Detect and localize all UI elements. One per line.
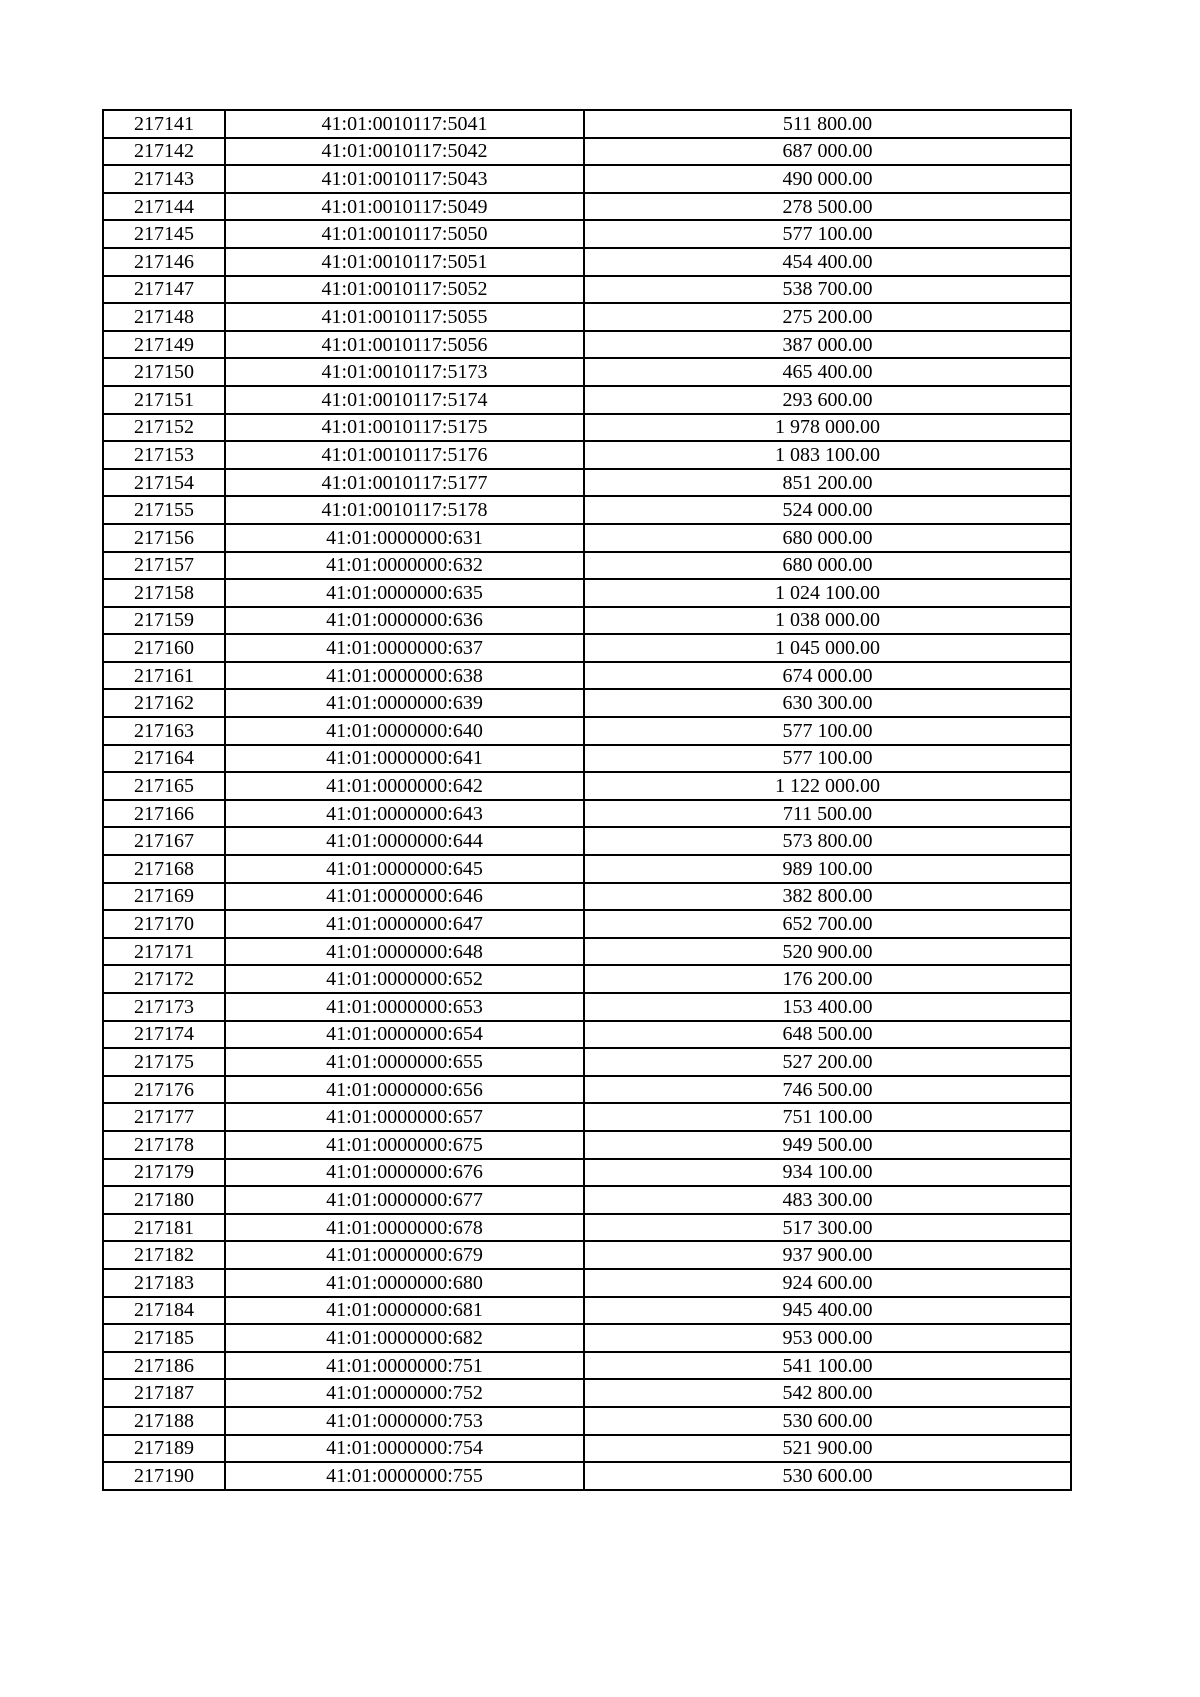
cadastral-number-cell: 41:01:0010117:5174 <box>225 386 584 414</box>
cadastral-value-cell: 293 600.00 <box>584 386 1071 414</box>
row-id-cell: 217169 <box>103 883 225 911</box>
cadastral-number-cell: 41:01:0000000:646 <box>225 883 584 911</box>
cadastral-number-cell: 41:01:0000000:676 <box>225 1159 584 1187</box>
cadastral-value-cell: 524 000.00 <box>584 496 1071 524</box>
cadastral-number-cell: 41:01:0000000:636 <box>225 607 584 635</box>
cadastral-value-cell: 711 500.00 <box>584 800 1071 828</box>
table-row <box>103 358 1071 386</box>
row-id-cell: 217167 <box>103 827 225 855</box>
table-row <box>103 689 1071 717</box>
cadastral-number-cell: 41:01:0000000:657 <box>225 1103 584 1131</box>
row-id-cell: 217151 <box>103 386 225 414</box>
row-id-cell: 217166 <box>103 800 225 828</box>
cadastral-number-cell: 41:01:0000000:644 <box>225 827 584 855</box>
row-id-cell: 217150 <box>103 358 225 386</box>
table-row <box>103 938 1071 966</box>
row-id-cell: 217160 <box>103 634 225 662</box>
cadastral-value-cell: 1 024 100.00 <box>584 579 1071 607</box>
table-row <box>103 1021 1071 1049</box>
table-row <box>103 414 1071 442</box>
table-row <box>103 496 1071 524</box>
cadastral-number-cell: 41:01:0010117:5050 <box>225 220 584 248</box>
table-row <box>103 1269 1071 1297</box>
cadastral-value-cell: 483 300.00 <box>584 1186 1071 1214</box>
table-row <box>103 579 1071 607</box>
cadastral-value-cell: 573 800.00 <box>584 827 1071 855</box>
table-row <box>103 772 1071 800</box>
row-id-cell: 217180 <box>103 1186 225 1214</box>
cadastral-number-cell: 41:01:0010117:5051 <box>225 248 584 276</box>
table-row <box>103 1462 1071 1490</box>
table-row <box>103 993 1071 1021</box>
table-row <box>103 1379 1071 1407</box>
table-row <box>103 717 1071 745</box>
row-id-cell: 217142 <box>103 138 225 166</box>
cadastral-number-cell: 41:01:0000000:680 <box>225 1269 584 1297</box>
row-id-cell: 217145 <box>103 220 225 248</box>
table-row <box>103 855 1071 883</box>
cadastral-number-cell: 41:01:0000000:675 <box>225 1131 584 1159</box>
row-id-cell: 217185 <box>103 1324 225 1352</box>
row-id-cell: 217178 <box>103 1131 225 1159</box>
row-id-cell: 217190 <box>103 1462 225 1490</box>
cadastral-value-cell: 751 100.00 <box>584 1103 1071 1131</box>
table-row <box>103 634 1071 662</box>
cadastral-value-cell: 490 000.00 <box>584 165 1071 193</box>
cadastral-number-cell: 41:01:0000000:751 <box>225 1352 584 1380</box>
cadastral-value-cell: 454 400.00 <box>584 248 1071 276</box>
cadastral-value-cell: 530 600.00 <box>584 1407 1071 1435</box>
cadastral-number-cell: 41:01:0000000:653 <box>225 993 584 1021</box>
table-row <box>103 965 1071 993</box>
cadastral-value-cell: 687 000.00 <box>584 138 1071 166</box>
row-id-cell: 217148 <box>103 303 225 331</box>
cadastral-number-cell: 41:01:0010117:5055 <box>225 303 584 331</box>
table-row <box>103 883 1071 911</box>
cadastral-value-cell: 520 900.00 <box>584 938 1071 966</box>
table-row <box>103 552 1071 580</box>
row-id-cell: 217154 <box>103 469 225 497</box>
cadastral-number-cell: 41:01:0000000:635 <box>225 579 584 607</box>
row-id-cell: 217187 <box>103 1379 225 1407</box>
cadastral-value-cell: 630 300.00 <box>584 689 1071 717</box>
row-id-cell: 217161 <box>103 662 225 690</box>
row-id-cell: 217165 <box>103 772 225 800</box>
row-id-cell: 217141 <box>103 110 225 138</box>
cadastral-value-cell: 1 038 000.00 <box>584 607 1071 635</box>
row-id-cell: 217174 <box>103 1021 225 1049</box>
row-id-cell: 217168 <box>103 855 225 883</box>
cadastral-number-cell: 41:01:0000000:754 <box>225 1435 584 1463</box>
row-id-cell: 217156 <box>103 524 225 552</box>
cadastral-number-cell: 41:01:0010117:5176 <box>225 441 584 469</box>
table-row <box>103 607 1071 635</box>
cadastral-value-cell: 275 200.00 <box>584 303 1071 331</box>
cadastral-number-cell: 41:01:0010117:5056 <box>225 331 584 359</box>
row-id-cell: 217155 <box>103 496 225 524</box>
cadastral-value-cell: 1 045 000.00 <box>584 634 1071 662</box>
row-id-cell: 217171 <box>103 938 225 966</box>
cadastral-value-cell: 541 100.00 <box>584 1352 1071 1380</box>
table-row <box>103 303 1071 331</box>
row-id-cell: 217153 <box>103 441 225 469</box>
cadastral-number-cell: 41:01:0000000:645 <box>225 855 584 883</box>
cadastral-number-cell: 41:01:0010117:5049 <box>225 193 584 221</box>
table-row <box>103 138 1071 166</box>
table-row <box>103 386 1071 414</box>
cadastral-value-cell: 577 100.00 <box>584 717 1071 745</box>
row-id-cell: 217173 <box>103 993 225 1021</box>
cadastral-value-cell: 924 600.00 <box>584 1269 1071 1297</box>
cadastral-value-cell: 577 100.00 <box>584 745 1071 773</box>
table-row <box>103 910 1071 938</box>
table-row <box>103 220 1071 248</box>
cadastral-number-cell: 41:01:0000000:652 <box>225 965 584 993</box>
cadastral-value-cell: 1 083 100.00 <box>584 441 1071 469</box>
row-id-cell: 217177 <box>103 1103 225 1131</box>
table-row <box>103 248 1071 276</box>
cadastral-number-cell: 41:01:0000000:638 <box>225 662 584 690</box>
table-row <box>103 524 1071 552</box>
table-row <box>103 276 1071 304</box>
table-row <box>103 1241 1071 1269</box>
cadastral-number-cell: 41:01:0000000:640 <box>225 717 584 745</box>
cadastral-number-cell: 41:01:0000000:753 <box>225 1407 584 1435</box>
row-id-cell: 217164 <box>103 745 225 773</box>
table-body <box>103 110 1071 1490</box>
row-id-cell: 217186 <box>103 1352 225 1380</box>
cadastral-value-cell: 511 800.00 <box>584 110 1071 138</box>
cadastral-number-cell: 41:01:0000000:641 <box>225 745 584 773</box>
table-row <box>103 800 1071 828</box>
cadastral-number-cell: 41:01:0000000:643 <box>225 800 584 828</box>
cadastral-number-cell: 41:01:0000000:679 <box>225 1241 584 1269</box>
row-id-cell: 217183 <box>103 1269 225 1297</box>
cadastral-number-cell: 41:01:0010117:5043 <box>225 165 584 193</box>
row-id-cell: 217149 <box>103 331 225 359</box>
row-id-cell: 217146 <box>103 248 225 276</box>
row-id-cell: 217143 <box>103 165 225 193</box>
cadastral-number-cell: 41:01:0000000:682 <box>225 1324 584 1352</box>
table-row <box>103 1131 1071 1159</box>
row-id-cell: 217184 <box>103 1297 225 1325</box>
cadastral-number-cell: 41:01:0010117:5177 <box>225 469 584 497</box>
cadastral-value-table <box>102 109 1072 1491</box>
table-row <box>103 1324 1071 1352</box>
cadastral-value-cell: 680 000.00 <box>584 552 1071 580</box>
cadastral-number-cell: 41:01:0000000:639 <box>225 689 584 717</box>
table-row <box>103 745 1071 773</box>
cadastral-value-cell: 652 700.00 <box>584 910 1071 938</box>
cadastral-number-cell: 41:01:0000000:654 <box>225 1021 584 1049</box>
cadastral-value-cell: 851 200.00 <box>584 469 1071 497</box>
row-id-cell: 217162 <box>103 689 225 717</box>
cadastral-value-cell: 989 100.00 <box>584 855 1071 883</box>
table-row <box>103 1103 1071 1131</box>
cadastral-value-cell: 530 600.00 <box>584 1462 1071 1490</box>
table-row <box>103 1297 1071 1325</box>
table-row <box>103 441 1071 469</box>
cadastral-value-cell: 176 200.00 <box>584 965 1071 993</box>
row-id-cell: 217179 <box>103 1159 225 1187</box>
table-row <box>103 165 1071 193</box>
cadastral-value-cell: 937 900.00 <box>584 1241 1071 1269</box>
cadastral-value-cell: 153 400.00 <box>584 993 1071 1021</box>
cadastral-value-cell: 387 000.00 <box>584 331 1071 359</box>
cadastral-value-cell: 465 400.00 <box>584 358 1071 386</box>
cadastral-number-cell: 41:01:0010117:5173 <box>225 358 584 386</box>
row-id-cell: 217172 <box>103 965 225 993</box>
row-id-cell: 217189 <box>103 1435 225 1463</box>
table-row <box>103 193 1071 221</box>
cadastral-value-cell: 278 500.00 <box>584 193 1071 221</box>
row-id-cell: 217158 <box>103 579 225 607</box>
cadastral-number-cell: 41:01:0000000:677 <box>225 1186 584 1214</box>
cadastral-value-cell: 577 100.00 <box>584 220 1071 248</box>
row-id-cell: 217176 <box>103 1076 225 1104</box>
cadastral-number-cell: 41:01:0000000:755 <box>225 1462 584 1490</box>
cadastral-value-cell: 949 500.00 <box>584 1131 1071 1159</box>
cadastral-number-cell: 41:01:0010117:5052 <box>225 276 584 304</box>
cadastral-number-cell: 41:01:0010117:5042 <box>225 138 584 166</box>
cadastral-value-cell: 953 000.00 <box>584 1324 1071 1352</box>
cadastral-number-cell: 41:01:0010117:5175 <box>225 414 584 442</box>
cadastral-value-cell: 382 800.00 <box>584 883 1071 911</box>
table-row <box>103 331 1071 359</box>
table-row <box>103 1214 1071 1242</box>
cadastral-number-cell: 41:01:0000000:655 <box>225 1048 584 1076</box>
cadastral-number-cell: 41:01:0000000:642 <box>225 772 584 800</box>
cadastral-number-cell: 41:01:0000000:631 <box>225 524 584 552</box>
row-id-cell: 217170 <box>103 910 225 938</box>
row-id-cell: 217157 <box>103 552 225 580</box>
cadastral-value-cell: 746 500.00 <box>584 1076 1071 1104</box>
row-id-cell: 217159 <box>103 607 225 635</box>
row-id-cell: 217144 <box>103 193 225 221</box>
table-row <box>103 1048 1071 1076</box>
table-row <box>103 1186 1071 1214</box>
cadastral-number-cell: 41:01:0000000:752 <box>225 1379 584 1407</box>
cadastral-number-cell: 41:01:0000000:656 <box>225 1076 584 1104</box>
table-row <box>103 662 1071 690</box>
cadastral-number-cell: 41:01:0000000:637 <box>225 634 584 662</box>
cadastral-value-cell: 1 978 000.00 <box>584 414 1071 442</box>
cadastral-number-cell: 41:01:0010117:5178 <box>225 496 584 524</box>
cadastral-value-cell: 648 500.00 <box>584 1021 1071 1049</box>
cadastral-number-cell: 41:01:0000000:647 <box>225 910 584 938</box>
cadastral-number-cell: 41:01:0000000:678 <box>225 1214 584 1242</box>
row-id-cell: 217188 <box>103 1407 225 1435</box>
cadastral-value-cell: 538 700.00 <box>584 276 1071 304</box>
cadastral-value-cell: 542 800.00 <box>584 1379 1071 1407</box>
table-row <box>103 110 1071 138</box>
cadastral-value-cell: 680 000.00 <box>584 524 1071 552</box>
row-id-cell: 217175 <box>103 1048 225 1076</box>
cadastral-number-cell: 41:01:0000000:632 <box>225 552 584 580</box>
table-row <box>103 1352 1071 1380</box>
table-row <box>103 1407 1071 1435</box>
row-id-cell: 217152 <box>103 414 225 442</box>
cadastral-value-cell: 517 300.00 <box>584 1214 1071 1242</box>
cadastral-value-cell: 945 400.00 <box>584 1297 1071 1325</box>
table-row <box>103 469 1071 497</box>
cadastral-number-cell: 41:01:0000000:681 <box>225 1297 584 1325</box>
table-row <box>103 1159 1071 1187</box>
cadastral-number-cell: 41:01:0000000:648 <box>225 938 584 966</box>
cadastral-value-cell: 521 900.00 <box>584 1435 1071 1463</box>
cadastral-value-cell: 934 100.00 <box>584 1159 1071 1187</box>
cadastral-number-cell: 41:01:0010117:5041 <box>225 110 584 138</box>
table-row <box>103 1435 1071 1463</box>
row-id-cell: 217182 <box>103 1241 225 1269</box>
table-row <box>103 827 1071 855</box>
cadastral-value-cell: 527 200.00 <box>584 1048 1071 1076</box>
row-id-cell: 217147 <box>103 276 225 304</box>
cadastral-value-cell: 1 122 000.00 <box>584 772 1071 800</box>
row-id-cell: 217181 <box>103 1214 225 1242</box>
row-id-cell: 217163 <box>103 717 225 745</box>
table-row <box>103 1076 1071 1104</box>
cadastral-value-cell: 674 000.00 <box>584 662 1071 690</box>
